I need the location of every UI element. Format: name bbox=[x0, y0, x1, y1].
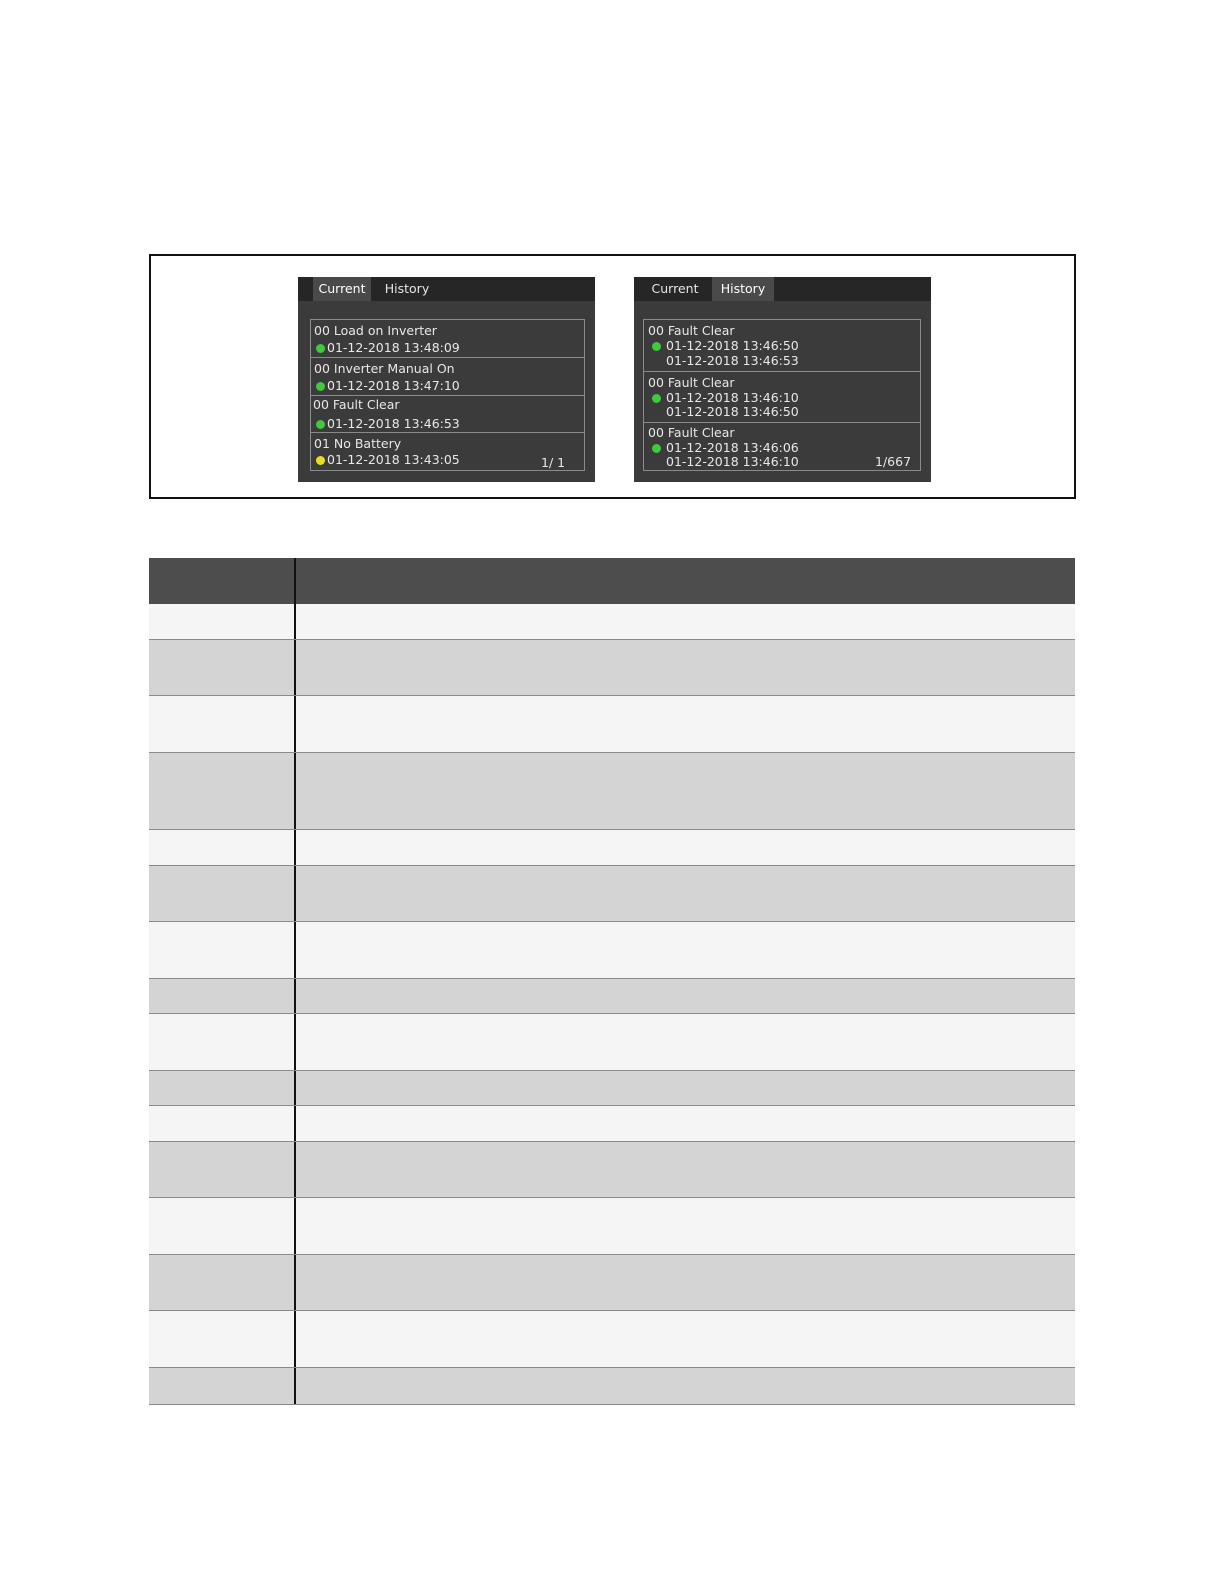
table-cell bbox=[149, 1071, 296, 1105]
table-cell bbox=[149, 753, 296, 829]
table-row bbox=[149, 640, 1075, 696]
tab-current[interactable]: Current bbox=[651, 281, 699, 296]
entry-time: 01-12-2018 13:46:53 bbox=[327, 416, 460, 431]
table-header-row bbox=[149, 558, 1075, 604]
list-item[interactable] bbox=[311, 433, 584, 471]
entry-end-time: 01-12-2018 13:46:10 bbox=[666, 454, 799, 469]
entry-start-time: 01-12-2018 13:46:10 bbox=[666, 390, 799, 405]
history-alarms-screen bbox=[634, 277, 931, 482]
table-cell bbox=[298, 1142, 1075, 1197]
entry-title: 00 Fault Clear bbox=[648, 323, 735, 338]
table-cell bbox=[298, 640, 1075, 695]
status-dot-icon bbox=[316, 456, 325, 465]
status-dot-icon bbox=[652, 342, 661, 351]
table-row bbox=[149, 1014, 1075, 1071]
list-item[interactable] bbox=[311, 320, 584, 358]
table-cell bbox=[298, 830, 1075, 865]
tab-bar bbox=[634, 277, 931, 301]
table-row bbox=[149, 1368, 1075, 1405]
figure-frame bbox=[149, 254, 1076, 499]
table-cell bbox=[298, 1014, 1075, 1070]
status-dot-icon bbox=[316, 382, 325, 391]
status-dot-icon bbox=[316, 344, 325, 353]
entry-title: 01 No Battery bbox=[314, 436, 402, 451]
entry-title: 00 Fault Clear bbox=[648, 425, 735, 440]
table-cell bbox=[149, 1142, 296, 1197]
table-cell bbox=[149, 1368, 296, 1404]
table-cell bbox=[149, 604, 296, 639]
list-item[interactable] bbox=[644, 320, 920, 372]
table-cell bbox=[298, 922, 1075, 978]
table-row bbox=[149, 1106, 1075, 1142]
table-cell bbox=[298, 1368, 1075, 1404]
table-cell bbox=[149, 1106, 296, 1141]
table-row bbox=[149, 696, 1075, 753]
status-dot-icon bbox=[316, 420, 325, 429]
alarm-list bbox=[310, 319, 585, 471]
table-cell bbox=[149, 830, 296, 865]
entry-time: 01-12-2018 13:47:10 bbox=[327, 378, 460, 393]
table-row bbox=[149, 1198, 1075, 1255]
entry-title: 00 Fault Clear bbox=[313, 397, 400, 412]
table-cell bbox=[298, 1311, 1075, 1367]
table-cell bbox=[149, 922, 296, 978]
table-cell bbox=[149, 1255, 296, 1310]
tab-history[interactable]: History bbox=[712, 277, 774, 301]
table-cell bbox=[298, 1106, 1075, 1141]
table-header-cell bbox=[149, 558, 296, 604]
tab-history[interactable]: History bbox=[384, 281, 430, 296]
entry-time: 01-12-2018 13:43:05 bbox=[327, 452, 460, 467]
table-cell bbox=[149, 1198, 296, 1254]
table-row bbox=[149, 1071, 1075, 1106]
entry-end-time: 01-12-2018 13:46:53 bbox=[666, 353, 799, 368]
alarm-list bbox=[643, 319, 921, 471]
table-row bbox=[149, 1311, 1075, 1368]
table-row bbox=[149, 979, 1075, 1014]
table-row bbox=[149, 830, 1075, 866]
table-cell bbox=[149, 979, 296, 1013]
list-item[interactable] bbox=[644, 423, 920, 472]
table-cell bbox=[298, 696, 1075, 752]
current-alarms-screen bbox=[298, 277, 595, 482]
table-cell bbox=[298, 866, 1075, 921]
table-row bbox=[149, 922, 1075, 979]
table-cell bbox=[149, 866, 296, 921]
list-item[interactable] bbox=[311, 358, 584, 396]
table-cell bbox=[298, 1198, 1075, 1254]
table-row bbox=[149, 1142, 1075, 1198]
table-header-cell bbox=[298, 558, 1075, 604]
entry-start-time: 01-12-2018 13:46:50 bbox=[666, 338, 799, 353]
table-cell bbox=[149, 640, 296, 695]
page-counter: 1/667 bbox=[875, 454, 912, 469]
entry-time: 01-12-2018 13:48:09 bbox=[327, 340, 460, 355]
status-dot-icon bbox=[652, 394, 661, 403]
table-row bbox=[149, 753, 1075, 830]
table-row bbox=[149, 604, 1075, 640]
status-dot-icon bbox=[652, 444, 661, 453]
entry-title: 00 Load on Inverter bbox=[314, 323, 437, 338]
page-counter: 1/ 1 bbox=[541, 455, 566, 470]
tab-bar bbox=[298, 277, 595, 301]
entry-title: 00 Fault Clear bbox=[648, 375, 735, 390]
entry-start-time: 01-12-2018 13:46:06 bbox=[666, 440, 799, 455]
table-cell bbox=[298, 753, 1075, 829]
table-row bbox=[149, 1255, 1075, 1311]
tab-current[interactable]: Current bbox=[313, 277, 371, 301]
table-cell bbox=[298, 979, 1075, 1013]
table-cell bbox=[149, 1014, 296, 1070]
entry-end-time: 01-12-2018 13:46:50 bbox=[666, 404, 799, 419]
list-item[interactable] bbox=[644, 372, 920, 423]
table-cell bbox=[298, 1071, 1075, 1105]
table-row bbox=[149, 866, 1075, 922]
list-item[interactable] bbox=[311, 396, 584, 433]
table-cell bbox=[298, 1255, 1075, 1310]
table-cell bbox=[149, 696, 296, 752]
table-cell bbox=[149, 1311, 296, 1367]
entry-title: 00 Inverter Manual On bbox=[314, 361, 455, 376]
table-cell bbox=[298, 604, 1075, 639]
